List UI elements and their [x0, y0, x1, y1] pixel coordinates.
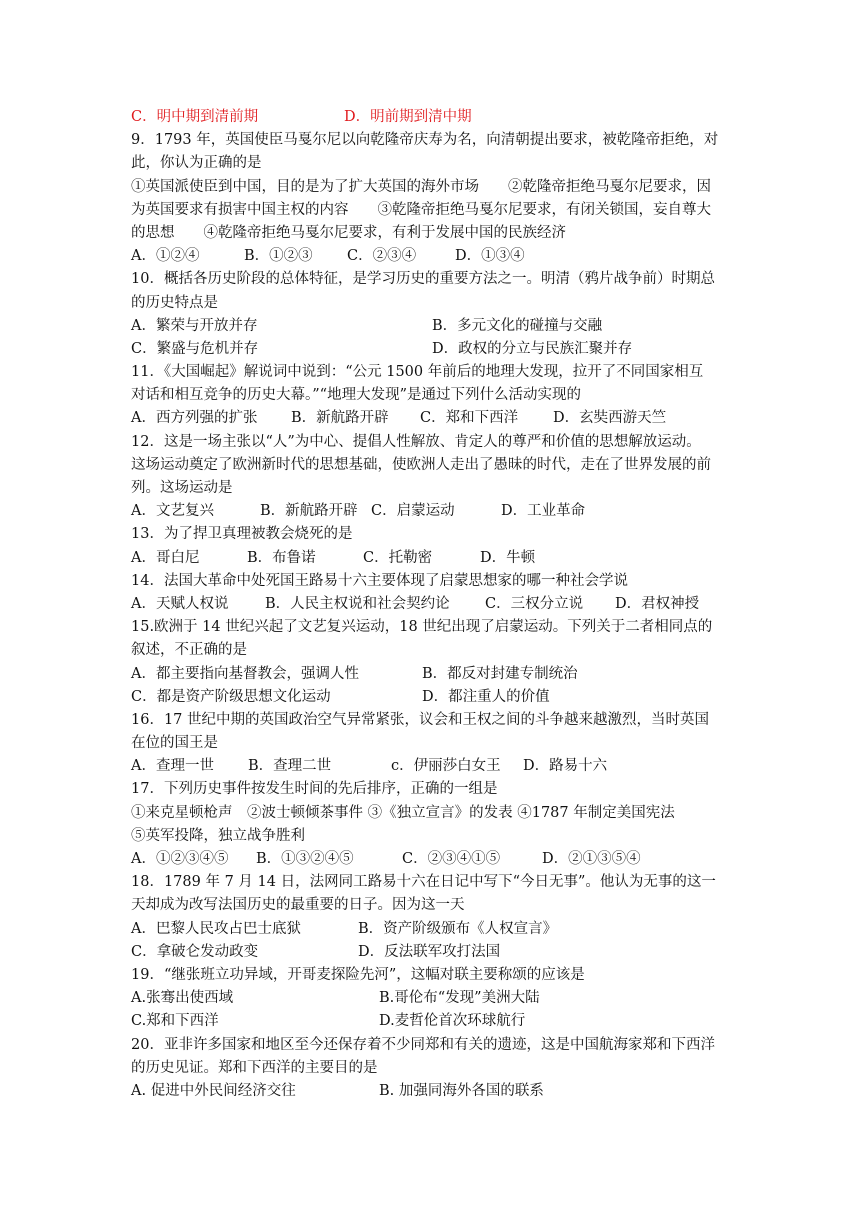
q9-option-b: B．①②③ [244, 248, 313, 265]
q20-stem-line-2: 的历史见证。郑和下西洋的主要目的是 [131, 1059, 378, 1076]
q17-option-b: B．①③②④⑤ [256, 851, 354, 867]
q19-option-a: A.张骞出使西域 [131, 990, 234, 1007]
q11-option-c: C．郑和下西洋 [420, 410, 519, 427]
q20-option-a: A. 促进中外民间经济交往 [131, 1082, 296, 1099]
q10-option-a: A．繁荣与开放并存 [131, 317, 258, 334]
q16-option-d: D．路易十六 [523, 758, 608, 775]
q10-option-b: B．多元文化的碰撞与交融 [432, 317, 603, 334]
q9-options [131, 245, 736, 268]
q15-option-c: C．都是资产阶级思想文化运动 [131, 688, 331, 705]
q13-option-a: A．哥白尼 [131, 549, 200, 566]
q12-option-d: D．工业革命 [501, 503, 586, 520]
q13-stem-line-1: 13．为了捍卫真理被教会烧死的是 [131, 526, 353, 543]
q10-option-c: C．繁盛与危机并存 [131, 340, 259, 357]
q12-stem-line-2: 这场运动奠定了欧洲新时代的思想基础，使欧洲人走出了愚昧的时代，走在了世界发展的前 [131, 456, 711, 473]
q8-options-tail [131, 106, 736, 129]
q15-options-row-1 [131, 663, 736, 686]
q10-stem-line-1: 10．概括各历史阶段的总体特征，是学习历史的重要方法之一。明清（鸦片战争前）时期总 [131, 271, 715, 288]
q11-stem-line-1: 11．《大国崛起》解说词中说到：“公元 1500 年前后的地理大发现，拉开了不同国家相互 [131, 364, 704, 381]
q19-option-c: C.郑和下西洋 [131, 1013, 219, 1030]
q9-statement-line-2: 为英国要求有损害中国主权的内容 ③乾隆帝拒绝马戛尔尼要求，有闭关锁国，妄自尊大 [131, 201, 711, 218]
q9-option-d: D．①③④ [455, 248, 525, 265]
q17-option-c: C．②③④①⑤ [402, 851, 501, 867]
q11-options [131, 407, 736, 430]
q17-options [131, 848, 736, 871]
q12-options [131, 500, 736, 523]
q18-option-d: D．反法联军攻打法国 [358, 943, 501, 960]
q18-stem-line-1: 18．1789 年 7 月 14 日，法网同工路易十六在日记中写下“今日无事”。他认为无事的这一 [131, 874, 716, 891]
q16-stem-line-1: 16．17 世纪中期的英国政治空气异常紧张，议会和王权之间的斗争越来越激烈，当时英国 [131, 711, 710, 728]
q15-option-a: A．都主要指向基督教会，强调人性 [131, 665, 359, 682]
q9-statement-line-1: ①英国派使臣到中国，目的是为了扩大英国的海外市场 ②乾隆帝拒绝马戛尔尼要求，因 [131, 178, 711, 195]
q11-stem-line-2: 对话和相互竞争的历史大幕。”“地理大发现”是通过下列什么活动实现的 [131, 387, 581, 404]
q14-stem-line-1: 14．法国大革命中处死国王路易十六主要体现了启蒙思想家的哪一种社会学说 [131, 572, 628, 589]
q15-option-b: B．都反对封建专制统治 [422, 665, 578, 682]
q12-option-a: A．文艺复兴 [131, 503, 214, 520]
q16-stem-line-2: 在位的国王是 [131, 735, 218, 752]
q10-options-row-1 [131, 315, 736, 338]
q12-option-c: C．启蒙运动 [371, 503, 455, 520]
q10-stem-line-2: 的历史特点是 [131, 294, 218, 311]
q15-options-row-2 [131, 686, 736, 709]
q14-option-d: D．君权神授 [615, 595, 700, 612]
q17-option-a: A．①②③④⑤ [131, 851, 229, 867]
q15-stem-line-1: 15.欧洲于 14 世纪兴起了文艺复兴运动，18 世纪出现了启蒙运动。下列关于二者相同点的 [131, 619, 713, 636]
q18-options-row-2 [131, 941, 736, 964]
q10-option-d: D．政权的分立与民族汇聚并存 [432, 340, 633, 357]
q18-option-b: B．资产阶级颁布《人权宣言》 [358, 920, 558, 937]
q14-option-b: B．人民主权说和社会契约论 [265, 595, 450, 612]
q9-stem-line-2: 此，你认为正确的是 [131, 155, 262, 172]
q17-stem-line-1: 17．下列历史事件按发生时间的先后排序，正确的一组是 [131, 781, 498, 798]
q9-option-c: C．②③④ [347, 248, 417, 265]
q20-stem-line-1: 20．亚非许多国家和地区至今还保存着不少同郑和有关的遗迹，这是中国航海家郑和下西洋 [131, 1036, 715, 1053]
q9-option-a: A．①②④ [131, 248, 200, 265]
q11-option-a: A．西方列强的扩张 [131, 410, 258, 427]
q14-options [131, 593, 736, 616]
q17-option-d: D．②①③⑤④ [542, 851, 641, 867]
q8-option-c: C．明中期到清前期 [131, 109, 259, 125]
q18-options-row-1 [131, 918, 736, 941]
q12-option-b: B．新航路开辟 [260, 503, 358, 520]
q16-options [131, 755, 736, 778]
q16-option-a: A．查理一世 [131, 758, 214, 775]
q16-option-b: B．查理二世 [248, 758, 332, 775]
q13-option-c: C．托勒密 [363, 549, 433, 566]
q19-option-d: D.麦哲伦首次环球航行 [379, 1013, 526, 1030]
q15-stem-line-2: 叙述，不正确的是 [131, 642, 247, 659]
q19-stem-line-1: 19．“继张班立功异域，开哥麦探险先河”，这幅对联主要称颂的应该是 [131, 966, 585, 983]
q18-option-c: C．拿破仑发动政变 [131, 943, 259, 960]
q18-option-a: A．巴黎人民攻占巴士底狱 [131, 920, 301, 937]
q15-option-d: D．都注重人的价值 [422, 688, 550, 705]
q17-statement-line-2: ⑤英军投降，独立战争胜利 [131, 827, 305, 844]
q14-option-c: C．三权分立说 [485, 595, 584, 612]
q14-option-a: A．天赋人权说 [131, 595, 229, 612]
q11-option-d: D．玄奘西游天竺 [553, 410, 667, 427]
q12-stem-line-1: 12．这是一场主张以“人”为中心、提倡人性解放、肯定人的尊严和价值的思想解放运动。 [131, 433, 701, 450]
q19-option-b: B.哥伦布“发现”美洲大陆 [379, 990, 540, 1007]
q18-stem-line-2: 天却成为改写法国历史的最重要的日子。因为这一天 [131, 897, 465, 914]
q16-option-c: c．伊丽莎白女王 [391, 758, 501, 775]
exam-content [131, 106, 736, 1103]
q9-statement-line-3: 的思想 ④乾隆帝拒绝马戛尔尼要求，有利于发展中国的民族经济 [131, 224, 566, 241]
q11-option-b: B．新航路开辟 [291, 410, 389, 427]
q13-options [131, 547, 736, 570]
q19-options-row-1 [131, 987, 736, 1010]
q12-stem-line-3: 列。这场运动是 [131, 480, 233, 496]
q19-options-row-2 [131, 1010, 736, 1033]
q20-option-b: B. 加强同海外各国的联系 [379, 1082, 544, 1099]
q17-statement-line-1: ①来克星顿枪声 ②波士顿倾茶事件 ③《独立宣言》的发表 ④1787 年制定美国宪法 [131, 804, 675, 821]
q10-options-row-2 [131, 338, 736, 361]
q9-stem-line-1: 9．1793 年，英国使臣马戛尔尼以向乾隆帝庆寿为名，向清朝提出要求，被乾隆帝拒绝，对 [131, 132, 719, 149]
q8-option-d: D．明前期到清中期 [344, 109, 472, 125]
q20-options-row-1 [131, 1080, 736, 1103]
q13-option-b: B．布鲁诺 [247, 549, 316, 566]
q13-option-d: D．牛顿 [480, 549, 536, 566]
